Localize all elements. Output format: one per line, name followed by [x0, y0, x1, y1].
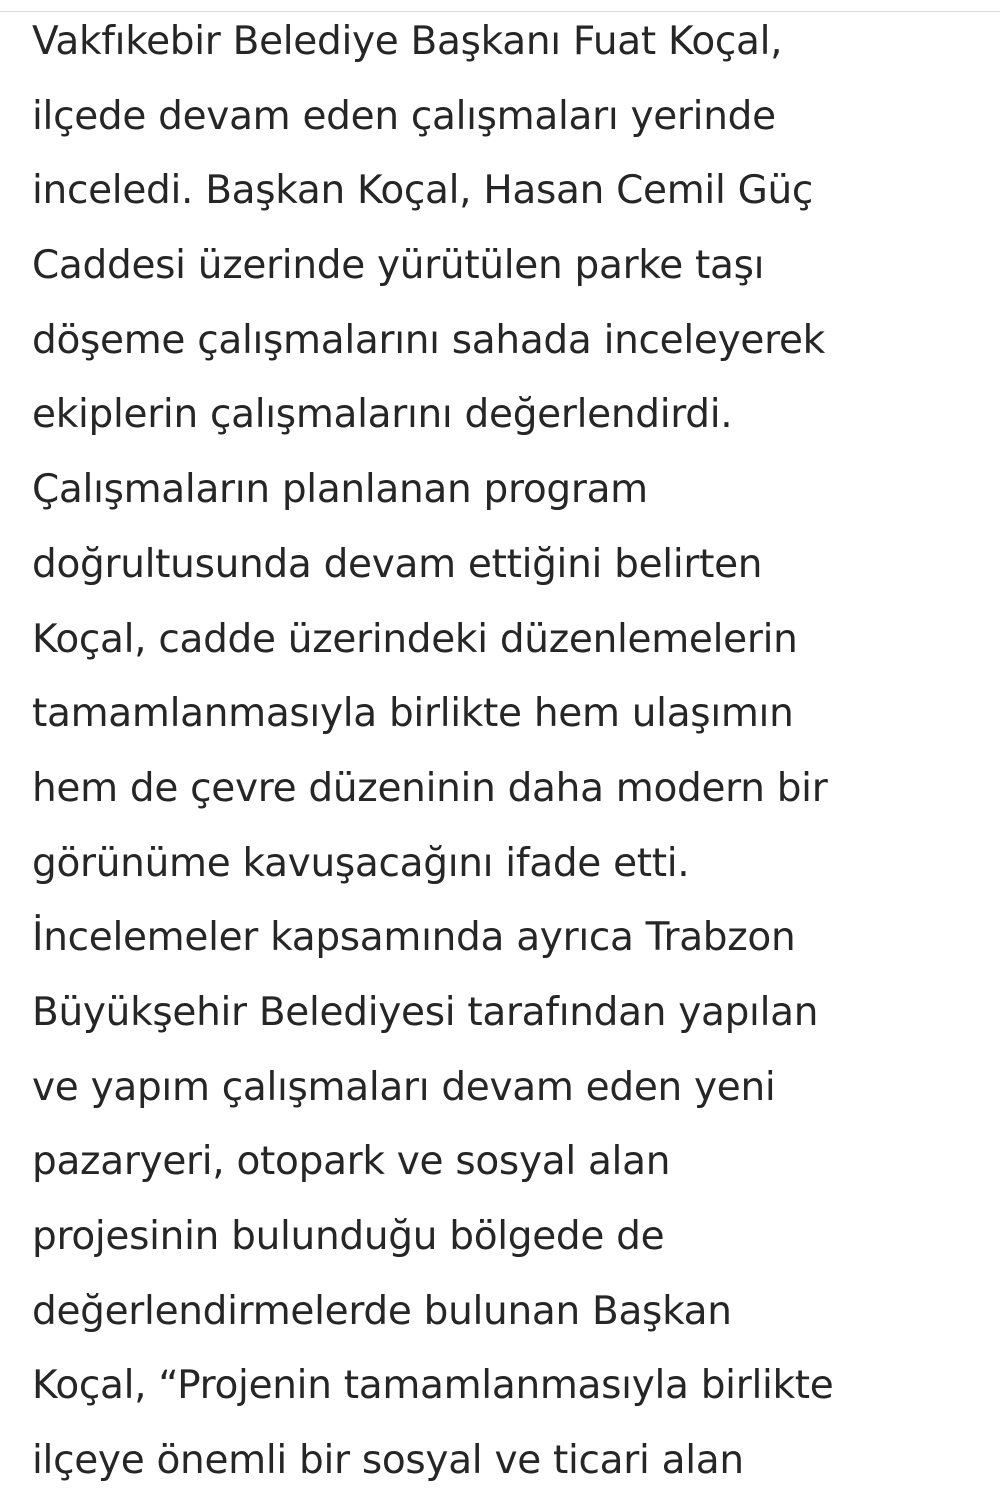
article-line: döşeme çalışmalarını sahada inceleyerek	[32, 317, 825, 363]
article-line: Caddesi üzerinde yürütülen parke taşı	[32, 243, 765, 289]
article-line: ve yapım çalışmaları devam eden yeni	[32, 1064, 776, 1110]
article-line: inceledi. Başkan Koçal, Hasan Cemil Güç	[32, 168, 814, 214]
article-line: görünüme kavuşacağını ifade etti.	[32, 840, 690, 886]
article-line: değerlendirmelerde bulunan Başkan	[32, 1288, 732, 1334]
article-line: doğrultusunda devam ettiğini belirten	[32, 541, 763, 587]
article-line: Koçal, “Projenin tamamlanmasıyla birlikte	[32, 1363, 834, 1409]
article-line: projesinin bulunduğu bölgede de	[32, 1214, 665, 1259]
article-line: pazaryeri, otopark ve sosyal alan	[32, 1139, 671, 1185]
article-line: hem de çevre düzeninin daha modern bir	[32, 765, 828, 811]
article-line: ilçede devam eden çalışmaları yerinde	[32, 93, 776, 139]
article-body	[32, 5, 982, 1499]
article-line: İncelemeler kapsamında ayrıca Trabzon	[32, 915, 796, 961]
article-line: ilçeye önemli bir sosyal ve ticari alan	[32, 1438, 744, 1484]
article-line: ekiplerin çalışmalarını değerlendirdi.	[32, 392, 733, 438]
article-line: Vakfıkebir Belediye Başkanı Fuat Koçal,	[32, 19, 783, 64]
article-line: Çalışmaların planlanan program	[32, 467, 648, 513]
article-line: Koçal, cadde üzerindeki düzenlemelerin	[32, 616, 798, 662]
article-line: tamamlanmasıyla birlikte hem ulaşımın	[32, 691, 794, 737]
article-line: Büyükşehir Belediyesi tarafından yapılan	[32, 989, 819, 1035]
